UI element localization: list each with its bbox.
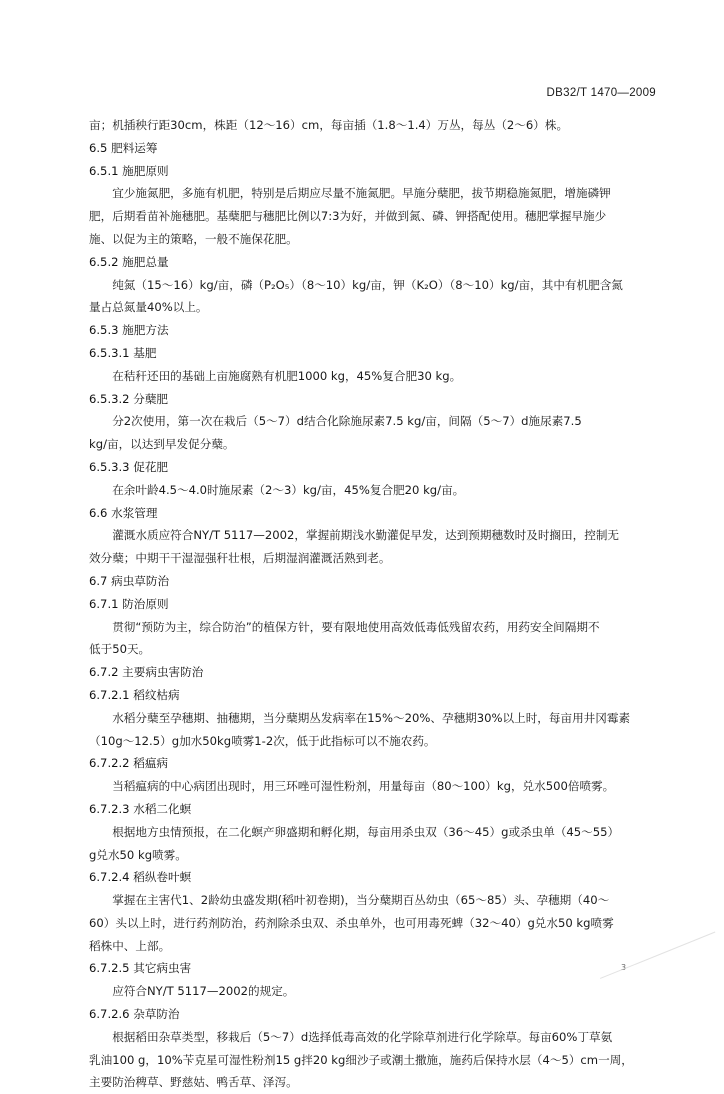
paragraph-line: 乳油100 g，10%苄克星可湿性粉剂15 g拌20 kg细沙子或潮土撒施，施药后保持水层（4～5）cm一周， xyxy=(89,1052,633,1067)
paragraph-line: 根据地方虫情预报，在二化螟产卵盛期和孵化期，每亩用杀虫双（36～45）g或杀虫单（45～55） xyxy=(112,824,620,839)
paragraph-line: 量占总氮量40%以上。 xyxy=(89,300,208,315)
paragraph-line: 在秸秆还田的基础上亩施腐熟有机肥1000 kg，45%复合肥30 kg。 xyxy=(112,368,462,383)
section-heading: 6.7.2.3 水稻二化螟 xyxy=(89,801,192,816)
paragraph-line: 稻株中、上部。 xyxy=(89,938,171,953)
paragraph-line: 施、以促为主的策略，一般不施保花肥。 xyxy=(89,231,298,246)
section-heading: 6.7.2.2 稻瘟病 xyxy=(89,756,169,771)
section-heading: 6.7.2.4 稻纵卷叶螟 xyxy=(89,870,192,885)
section-heading: 6.7.2.5 其它病虫害 xyxy=(89,961,192,976)
paragraph-line: kg/亩，以达到早发促分蘖。 xyxy=(89,437,235,452)
paragraph-line: 当稻瘟病的中心病团出现时，用三环唑可湿性粉剂，用量每亩（80～100）kg，兑水500倍喷雾。 xyxy=(112,779,615,794)
section-heading: 6.5.3.2 分蘖肥 xyxy=(89,391,169,406)
page-number: 3 xyxy=(621,963,627,972)
paragraph-line: 60）头以上时，进行药剂防治，药剂除杀虫双、杀虫单外，也可用毒死蜱（32～40）g兑水50 kg喷雾 xyxy=(89,915,614,930)
section-heading: 6.7.2.6 杂草防治 xyxy=(89,1007,180,1022)
paragraph-line: 低于50天。 xyxy=(89,642,151,657)
paragraph-line: 宜少施氮肥，多施有机肥，特别是后期应尽量不施氮肥。早施分蘖肥，拔节期稳施氮肥，增施磷钾 xyxy=(112,186,611,201)
paragraph-line: 亩；机插秧行距30cm，株距（12～16）cm，每亩插（1.8～1.4）万丛，每丛（2～6）株。 xyxy=(89,118,569,132)
paragraph-line: （10g～12.5）g加水50kg喷雾1-2次，低于此指标可以不施农药。 xyxy=(89,733,436,748)
paragraph-line: 在余叶龄4.5～4.0时施尿素（2～3）kg/亩，45%复合肥20 kg/亩。 xyxy=(112,482,465,497)
section-heading: 6.7.2.1 稻纹枯病 xyxy=(89,687,180,702)
section-heading: 6.5.3.1 基肥 xyxy=(89,345,157,360)
section-heading: 6.5.2 施肥总量 xyxy=(89,254,169,269)
paragraph-line: 效分蘖；中期干干湿湿强秆壮根，后期湿润灌溉活熟到老。 xyxy=(89,551,391,566)
paragraph-line: 纯氮（15～16）kg/亩，磷（P₂O₅）（8～10）kg/亩，钾（K₂O）（8～10）kg/亩，其中有机肥含氮 xyxy=(112,277,623,292)
paragraph-line: 掌握在主害代1、2龄幼虫盛发期(稻叶初卷期)，当分蘖期百丛幼虫（65～85）头、孕穗期（40～ xyxy=(112,893,610,908)
standard-code: DB32/T 1470—2009 xyxy=(546,87,656,99)
section-heading: 6.5.3.3 促花肥 xyxy=(89,459,169,474)
paragraph-line: 主要防治稗草、野慈姑、鸭舌草、泽泻。 xyxy=(89,1075,298,1090)
paragraph-line: 贯彻“预防为主，综合防治”的植保方针，要有限地使用高效低毒低残留农药，用药安全间隔期不 xyxy=(112,619,600,634)
section-heading: 6.5.1 施肥原则 xyxy=(89,163,169,178)
section-heading: 6.5.3 施肥方法 xyxy=(89,323,169,338)
paragraph-line: 灌溉水质应符合NY/T 5117—2002，掌握前期浅水勤灌促早发，达到预期穗数时及时搁田，控制无 xyxy=(112,528,620,543)
paragraph-line: 应符合NY/T 5117—2002的规定。 xyxy=(112,984,295,999)
paragraph-line: g兑水50 kg喷雾。 xyxy=(89,847,187,862)
paragraph-line: 肥，后期看苗补施穗肥。基蘖肥与穗肥比例以7:3为好，并做到氮、磷、钾搭配使用。穗肥掌握早施少 xyxy=(89,209,607,224)
section-heading: 6.7.2 主要病虫害防治 xyxy=(89,665,204,680)
section-heading: 6.6 水浆管理 xyxy=(89,505,158,520)
section-heading: 6.7.1 防治原则 xyxy=(89,596,169,611)
paragraph-line: 水稻分蘖至孕穗期、抽穗期，当分蘖期丛发病率在15%～20%、孕穗期30%以上时，每亩用井冈霉素 xyxy=(112,710,631,725)
section-heading: 6.5 肥料运筹 xyxy=(89,140,158,155)
paragraph-line: 分2次使用，第一次在栽后（5～7）d结合化除施尿素7.5 kg/亩，间隔（5～7）d施尿素7.5 xyxy=(112,414,582,429)
document-body xyxy=(89,114,659,1094)
paragraph-line: 根据稻田杂草类型，移栽后（5～7）d选择低毒高效的化学除草剂进行化学除草。每亩60%丁草氨 xyxy=(112,1029,613,1044)
section-heading: 6.7 病虫草防治 xyxy=(89,573,170,588)
